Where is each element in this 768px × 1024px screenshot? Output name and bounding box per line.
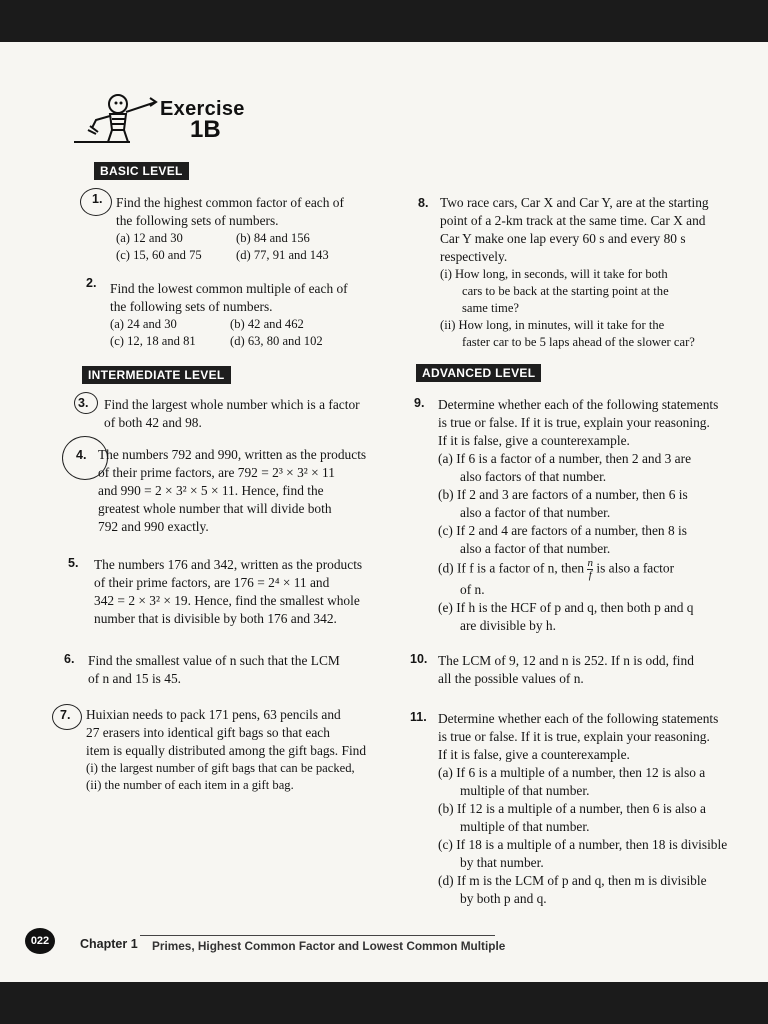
q8-line: Car Y make one lap every 60 s and every 80 s bbox=[440, 231, 686, 246]
q9-part-a: (a) If 6 is a factor of a number, then 2 and 3 are bbox=[438, 451, 692, 466]
question-6 bbox=[88, 652, 398, 688]
chapter-title: Primes, Highest Common Factor and Lowest Common Multiple bbox=[152, 939, 506, 953]
q8-line: respectively. bbox=[440, 249, 508, 264]
q9-part-e-cont: are divisible by h. bbox=[460, 618, 556, 633]
q8-part-ii: (ii) How long, in minutes, will it take for the bbox=[440, 318, 665, 332]
q10-line: all the possible values of n. bbox=[438, 671, 584, 686]
q8-line: point of a 2-km track at the same time. Car X and bbox=[440, 213, 706, 228]
q9-part-b-cont: also a factor of that number. bbox=[460, 505, 611, 520]
intermediate-level-label: INTERMEDIATE LEVEL bbox=[82, 366, 231, 384]
question-3 bbox=[104, 396, 404, 432]
q8-part-i: (i) How long, in seconds, will it take for both bbox=[440, 267, 668, 281]
q9-part-d: (d) If f is a factor of n, then $\frac{n}{f}$ is also a factor bbox=[438, 557, 675, 581]
question-7 bbox=[86, 706, 398, 794]
q1-line: Find the highest common factor of each of bbox=[116, 195, 344, 210]
q9-part-e: (e) If h is the HCF of p and q, then both p and q bbox=[438, 600, 694, 615]
fraction-n-over-f: $\frac{n}{f}$ bbox=[587, 557, 593, 581]
q7-number: 7. bbox=[60, 708, 71, 722]
q4-line: greatest whole number that will divide both bbox=[98, 501, 332, 516]
q2-part-d: (d) 63, 80 and 102 bbox=[230, 334, 323, 348]
q2-line: the following sets of numbers. bbox=[110, 299, 273, 314]
q5-line: of their prime factors, are 176 = 2⁴ × 11 and bbox=[94, 575, 330, 590]
q11-line: Determine whether each of the following statements bbox=[438, 711, 719, 726]
q11-line: is true or false. If it is true, explain your reasoning. bbox=[438, 729, 710, 744]
q8-part-i-cont: cars to be back at the starting point at the bbox=[462, 284, 669, 298]
q7-line: item is equally distributed among the gift bags. Find bbox=[86, 743, 367, 758]
q7-line: Huixian needs to pack 171 pens, 63 pencils and bbox=[86, 707, 341, 722]
q1-part-b: (b) 84 and 156 bbox=[236, 231, 310, 245]
q9-line: is true or false. If it is true, explain your reasoning. bbox=[438, 415, 710, 430]
q9-part-c: (c) If 2 and 4 are factors of a number, then 8 is bbox=[438, 523, 687, 538]
question-9 bbox=[438, 396, 748, 635]
q8-line: Two race cars, Car X and Car Y, are at the starting bbox=[440, 195, 709, 210]
exercise-number: 1B bbox=[190, 116, 221, 143]
question-4 bbox=[98, 446, 400, 536]
footer-rule bbox=[140, 935, 495, 936]
q2-number: 2. bbox=[86, 276, 97, 290]
q4-line: of their prime factors, are 792 = 2³ × 3² × 11 bbox=[98, 465, 335, 480]
q11-part-a-cont: multiple of that number. bbox=[460, 783, 590, 798]
q3-line: of both 42 and 98. bbox=[104, 415, 202, 430]
q11-part-c: (c) If 18 is a multiple of a number, then 18 is divisible bbox=[438, 837, 728, 852]
page-number-badge: 022 bbox=[25, 928, 55, 954]
exercise-word: Exercise bbox=[160, 98, 245, 120]
chapter-label: Chapter 1 bbox=[80, 937, 138, 951]
q1-line: the following sets of numbers. bbox=[116, 213, 279, 228]
basic-level-label: BASIC LEVEL bbox=[94, 162, 189, 180]
q9-line: Determine whether each of the following statements bbox=[438, 397, 719, 412]
q8-part-ii-cont: faster car to be 5 laps ahead of the slower car? bbox=[462, 335, 695, 349]
question-1 bbox=[116, 194, 406, 264]
q4-line: The numbers 792 and 990, written as the products bbox=[98, 447, 367, 462]
q2-part-a: (a) 24 and 30 bbox=[110, 317, 177, 331]
q6-line: Find the smallest value of n such that the LCM bbox=[88, 653, 340, 668]
q4-number: 4. bbox=[76, 448, 87, 462]
q9-part-c-cont: also a factor of that number. bbox=[460, 541, 611, 556]
q6-number: 6. bbox=[64, 652, 75, 666]
question-2 bbox=[110, 280, 406, 350]
q9-part-d-cont: of n. bbox=[460, 582, 485, 597]
q11-part-b: (b) If 12 is a multiple of a number, then 6 is also a bbox=[438, 801, 706, 816]
q9-line: If it is false, give a counterexample. bbox=[438, 433, 630, 448]
q11-number: 11. bbox=[410, 710, 427, 724]
q5-line: number that is divisible by both 176 and 342. bbox=[94, 611, 337, 626]
question-5 bbox=[94, 556, 400, 628]
q2-line: Find the lowest common multiple of each of bbox=[110, 281, 348, 296]
q7-part-i: (i) the largest number of gift bags that can be packed, bbox=[86, 761, 355, 775]
q5-line: The numbers 176 and 342, written as the products bbox=[94, 557, 363, 572]
q8-number: 8. bbox=[418, 196, 429, 210]
q11-part-b-cont: multiple of that number. bbox=[460, 819, 590, 834]
question-10 bbox=[438, 652, 748, 688]
q5-number: 5. bbox=[68, 556, 79, 570]
q1-part-a: (a) 12 and 30 bbox=[116, 231, 183, 245]
q5-line: 342 = 2 × 3² × 19. Hence, find the smallest whole bbox=[94, 593, 360, 608]
q1-part-c: (c) 15, 60 and 75 bbox=[116, 248, 202, 262]
q7-part-ii: (ii) the number of each item in a gift bag. bbox=[86, 778, 294, 792]
q2-part-b: (b) 42 and 462 bbox=[230, 317, 304, 331]
q11-part-d: (d) If m is the LCM of p and q, then m is divisible bbox=[438, 873, 707, 888]
question-8 bbox=[440, 194, 740, 351]
q2-part-c: (c) 12, 18 and 81 bbox=[110, 334, 196, 348]
q11-line: If it is false, give a counterexample. bbox=[438, 747, 630, 762]
q9-part-b: (b) If 2 and 3 are factors of a number, then 6 is bbox=[438, 487, 688, 502]
q9-number: 9. bbox=[414, 396, 425, 410]
q3-line: Find the largest whole number which is a factor bbox=[104, 397, 360, 412]
q9-part-a-cont: also factors of that number. bbox=[460, 469, 607, 484]
q8-part-i-cont: same time? bbox=[462, 301, 519, 315]
q10-number: 10. bbox=[410, 652, 428, 666]
q11-part-d-cont: by both p and q. bbox=[460, 891, 547, 906]
q10-line: The LCM of 9, 12 and n is 252. If n is odd, find bbox=[438, 653, 694, 668]
q4-line: and 990 = 2 × 3² × 5 × 11. Hence, find the bbox=[98, 483, 324, 498]
q6-line: of n and 15 is 45. bbox=[88, 671, 181, 686]
textbook-page bbox=[0, 42, 768, 982]
advanced-level-label: ADVANCED LEVEL bbox=[416, 364, 541, 382]
question-11 bbox=[438, 710, 752, 908]
q11-part-a: (a) If 6 is a multiple of a number, then 12 is also a bbox=[438, 765, 706, 780]
q7-line: 27 erasers into identical gift bags so that each bbox=[86, 725, 330, 740]
q1-part-d: (d) 77, 91 and 143 bbox=[236, 248, 329, 262]
q4-line: 792 and 990 exactly. bbox=[98, 519, 209, 534]
q11-part-c-cont: by that number. bbox=[460, 855, 544, 870]
q3-number: 3. bbox=[78, 396, 89, 410]
mascot-icon bbox=[70, 90, 158, 146]
q1-number: 1. bbox=[92, 192, 103, 206]
